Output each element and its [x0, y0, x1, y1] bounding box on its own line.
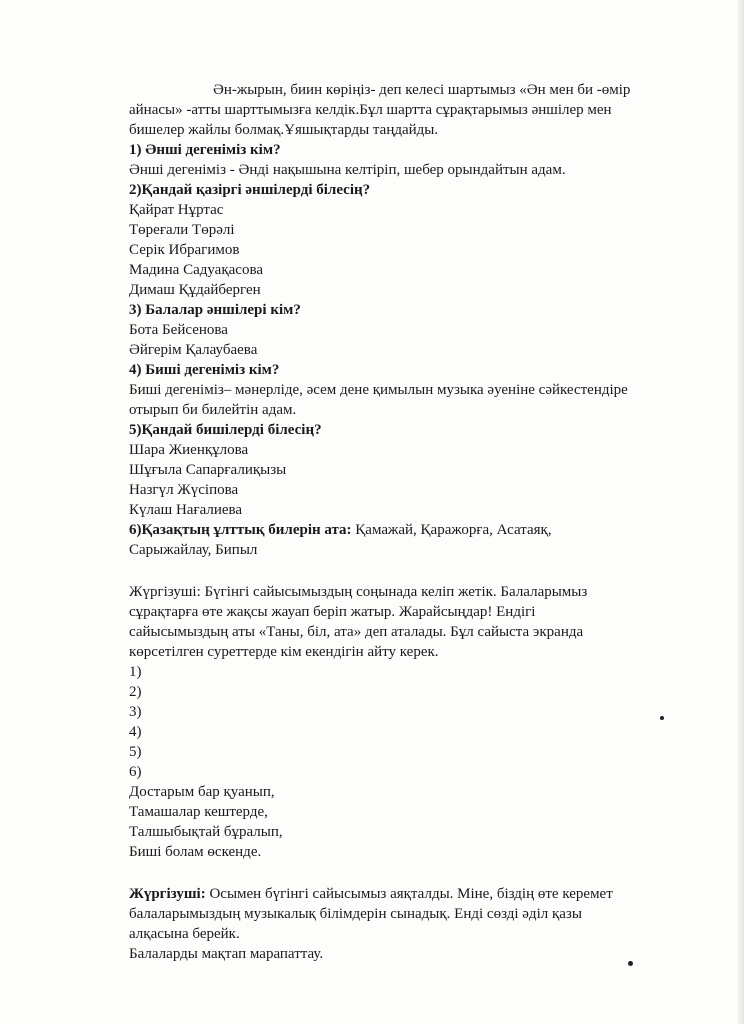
answer-2-item: Төреғали Төрәлі — [129, 222, 235, 238]
poem-line: Достарым бар қуанып, — [129, 784, 275, 800]
spacer — [129, 862, 699, 884]
answer-5-item: Шұғыла Сапарғалиқызы — [129, 462, 287, 478]
numbered-item: 5) — [129, 744, 142, 760]
question-1: 1) Әнші дегеніміз кім? — [129, 142, 281, 158]
host-1-line-4: көрсетілген суреттерде кім екендігін айту керек. — [129, 644, 439, 660]
question-3: 3) Балалар әншілері кім? — [129, 302, 301, 318]
host-2-line-3: алқасына берейк. — [129, 926, 240, 942]
host-1-line-2: сұрақтарға өте жақсы жауап беріп жатыр. Жарайсыңдар! Ендігі — [129, 604, 536, 620]
host-2-speaker: Жүргізуші: — [129, 886, 206, 902]
host-2-text-1: Осымен бүгінгі сайысымыз аяқталды. Міне, біздің өте керемет — [205, 886, 613, 902]
intro-line-3: бишелер жайлы болмақ.Ұяшықтарды таңдайды. — [129, 122, 439, 138]
answer-5-item: Күлаш Нағалиева — [129, 502, 243, 518]
numbered-item: 2) — [129, 684, 142, 700]
host-1-line-1: Жүргізуші: Бүгінгі сайысымыздың соңынада келіп жетік. Балаларымыз — [129, 584, 588, 600]
numbered-item: 3) — [129, 704, 142, 720]
answer-6-line-2: Сарыжайлау, Бипыл — [129, 542, 258, 558]
poem-line: Тамашалар кештерде, — [129, 804, 268, 820]
numbered-item: 6) — [129, 764, 142, 780]
answer-2-item: Мадина Садуақасова — [129, 262, 263, 278]
numbered-item: 1) — [129, 664, 142, 680]
answer-6-line-1: Қамажай, Қаражорға, Асатаяқ, — [351, 522, 552, 538]
question-5: 5)Қандай бишілерді білесің? — [129, 422, 322, 438]
host-1-line-3: сайысымыздың аты «Таны, біл, ата» деп аталады. Бұл сайыста экранда — [129, 624, 584, 640]
numbered-item: 4) — [129, 724, 142, 740]
question-6-line-1 — [129, 520, 699, 540]
answer-2-item: Серік Ибрагимов — [129, 242, 240, 258]
question-2: 2)Қандай қазіргі әншілерді білесің? — [129, 182, 371, 198]
scan-speck — [628, 961, 633, 966]
spacer — [129, 560, 699, 582]
answer-2-item: Қайрат Нұртас — [129, 202, 224, 218]
closing-line: Балаларды мақтап марапаттау. — [129, 946, 324, 962]
answer-3-item: Әйгерім Қалаубаева — [129, 342, 258, 358]
answer-5-item: Назгүл Жүсіпова — [129, 482, 239, 498]
answer-5-item: Шара Жиенқұлова — [129, 442, 249, 458]
scan-speck — [660, 716, 664, 720]
scan-edge-shadow — [738, 0, 744, 1024]
host-2-line-2: балаларымыздың музыкалық білімдерін сынадық. Енді сөзді әділ қазы — [129, 906, 582, 922]
intro-line-1: Ән-жырын, биин көріңіз- деп келесі шартымыз «Ән мен би -өмір — [213, 82, 631, 98]
host-2-line-1 — [129, 884, 699, 904]
answer-3-item: Бота Бейсенова — [129, 322, 228, 338]
question-4: 4) Биші дегеніміз кім? — [129, 362, 280, 378]
intro-line-2: айнасы» -атты шарттымызға келдік.Бұл шартта сұрақтарымыз әншілер мен — [129, 102, 612, 118]
poem-line: Биші болам өскенде. — [129, 844, 262, 860]
answer-4-line-1: Биші дегеніміз– мәнерліде, әсем дене қимылын музыка әуеніне сәйкестендіре — [129, 382, 628, 398]
answer-4-line-2: отырып би билейтін адам. — [129, 402, 297, 418]
document-body — [129, 80, 699, 964]
poem-line: Талшыбықтай бұралып, — [129, 824, 283, 840]
answer-2-item: Димаш Құдайберген — [129, 282, 261, 298]
question-6: 6)Қазақтың ұлттық билерін ата: — [129, 522, 352, 538]
answer-1: Әнші дегеніміз - Әнді нақышына келтіріп, шебер орындайтын адам. — [129, 162, 566, 178]
